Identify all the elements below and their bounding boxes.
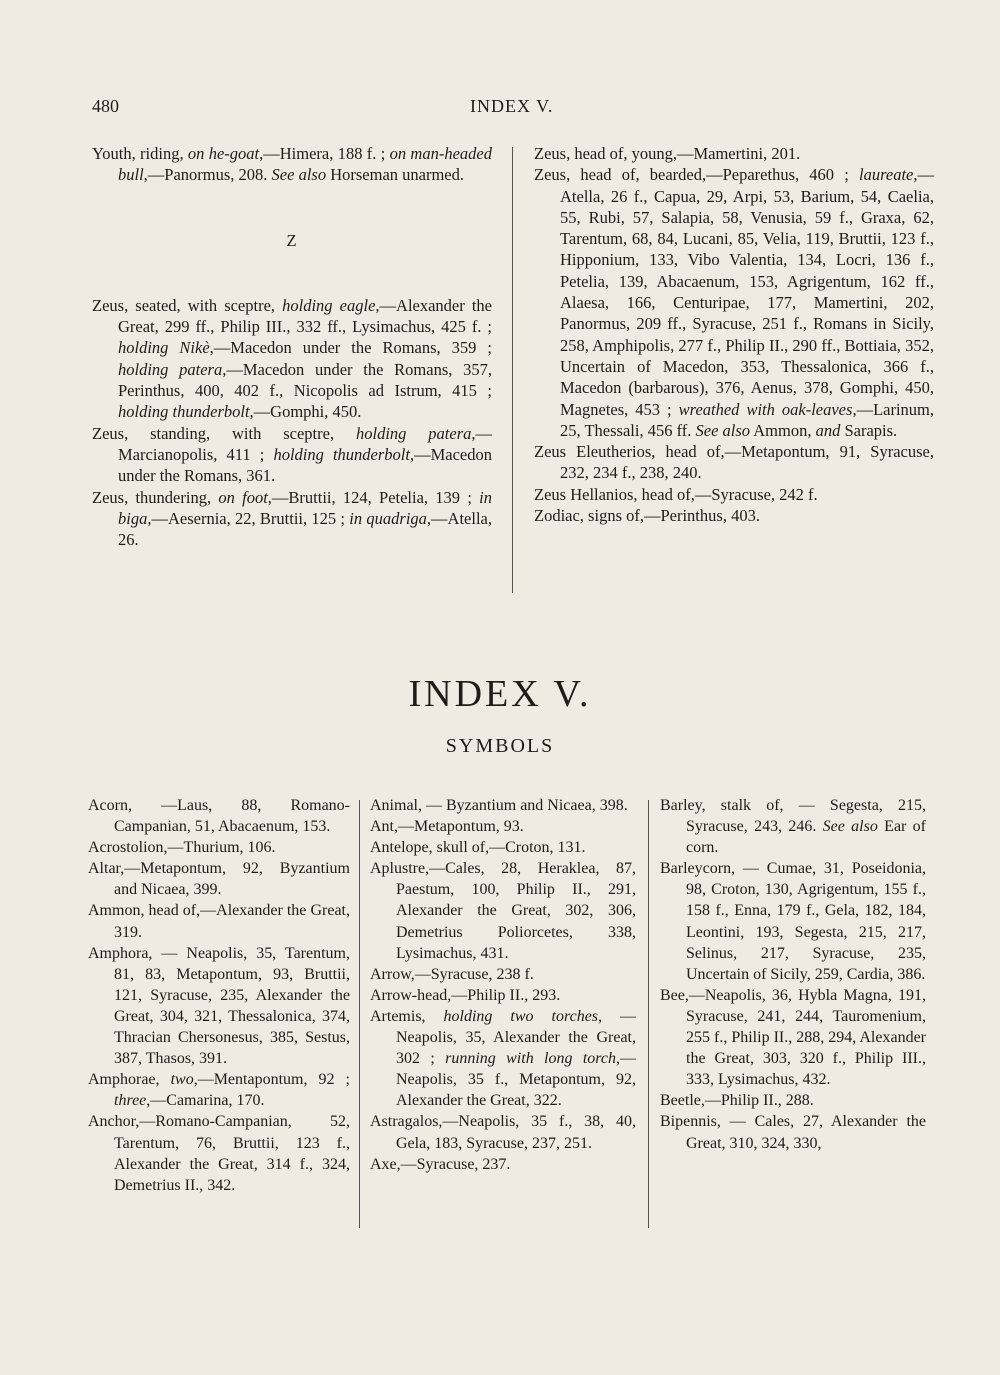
index-entry: Zeus, head of, bearded,—Peparethus, 460 ; laureate,—Atella, 26 f., Capua, 29, Arpi, 53, Barium, 54, Caelia, 55, Rubi, 57, Salapia, 58, Venusia, 59 f., Graxa, 62, Tarentum, 68, 84, Lucani, 85, Velia, 119, Bruttii, 123 f., Hipponium, 133, Vibo Valentia, 134, Locri, 136 f., Petelia, 139, Abacaenum, 153, Agrigentum, 162 ff., Alaesa, 166, Centuripae, 177, Mamertini, 202, Panormus, 209 ff., Syracuse, 251 f., Romans in Sicily, 258, Amphipolis, 277 f., Philip II., 290 ff., Bottiaia, 352, Uncertain of Macedon, 353, Thessalonica, 366 f., Macedon (barbarous), 376, Aenus, 378, Gomphi, 450, Magnetes, 453 ; wreathed with oak-leaves,—Larinum, 25, Thessali, 456 ff. See also Ammon, and Sarapis.	[534, 165, 935, 440]
index-entry: Altar,—Metapontum, 92, Byzantium and Nicaea, 399.	[88, 860, 350, 899]
index-entry: Arrow,—Syracuse, 238 f.	[370, 965, 534, 983]
letter-heading: Z	[286, 230, 298, 250]
index-entry: Barleycorn, — Cumae, 31, Poseidonia, 98, Croton, 130, Agrigentum, 155 f., 158 f., Enna, 179 f., Gela, 182, 184, Leontini, 193, Segesta, 215, 217, Selinus, 217, Syracuse, 235, Uncertain of Sicily, 259, Cardia, 386.	[660, 860, 926, 983]
index-entry: Arrow-head,—Philip II., 293.	[370, 986, 561, 1004]
index-entry: Anchor,—Romano-Campanian, 52, Tarentum, 76, Bruttii, 123 f., Alexander the Great, 314 f., 324, Demetrius II., 342.	[88, 1113, 350, 1194]
index-entry: Beetle,—Philip II., 288.	[660, 1092, 814, 1110]
index-entry: Zeus Eleutherios, head of,—Metapontum, 91, Syracuse, 232, 234 f., 238, 240.	[534, 442, 934, 483]
index-entry: Barley, stalk of, — Segesta, 215, Syracuse, 243, 246. See also Ear of corn.	[660, 797, 926, 857]
index-entry: Zeus, seated, with sceptre, holding eagle,—Alexander the Great, 299 ff., Philip III., 332 ff., Lysimachus, 425 f. ; holding Nikè,—Macedon under the Romans, 359 ; holding patera,—Macedon under the Romans, 357, Perinthus, 400, 402 f., Nicopolis ad Istrum, 415 ; holding thunderbolt,—Gomphi, 450.	[92, 295, 493, 422]
index-entry: Zeus, standing, with sceptre, holding patera,—Marcianopolis, 411 ; holding thunderbolt,—Macedon under the Romans, 361.	[92, 423, 492, 486]
running-header	[0, 96, 1000, 120]
column-divider	[359, 800, 360, 1228]
index-entry: Artemis, holding two torches, — Neapolis, 35, Alexander the Great, 302 ; running with long torch,—Neapolis, 35 f., Metapontum, 92, Alexander the Great, 322.	[370, 1007, 636, 1110]
index-entry: Astragalos,—Neapolis, 35 f., 38, 40, Gela, 183, Syracuse, 237, 251.	[370, 1113, 636, 1152]
index-entry: Zeus, head of, young,—Mamertini, 201.	[534, 144, 801, 163]
index-entry: Animal, — Byzantium and Nicaea, 398.	[370, 797, 628, 814]
index-entry: Antelope, skull of,—Croton, 131.	[370, 839, 586, 857]
index-entry: Amphorae, two,—Mentapontum, 92 ; three,—Camarina, 170.	[88, 1071, 350, 1110]
top-right-column	[534, 143, 934, 526]
index-entry: Zeus Hellanios, head of,—Syracuse, 242 f.	[534, 484, 818, 504]
index-entry: Bee,—Neapolis, 36, Hybla Magna, 191, Syracuse, 241, 244, Tauromenium, 255 f., Philip II., 288, 294, Alexander the Great, 303, 320 f., Philip III., 333, Lysimachus, 432.	[660, 986, 926, 1089]
index-title: INDEX V.	[408, 673, 592, 715]
column-divider	[648, 800, 649, 1228]
index-entry: Amphora, — Neapolis, 35, Tarentum, 81, 83, Metapontum, 93, Bruttii, 121, Syracuse, 235, Alexander the Great, 304, 321, Thessalonica, 374, Thracian Chersonesus, 385, Sestus, 387, Thasos, 391.	[88, 944, 350, 1068]
symbols-column-1	[88, 795, 350, 1196]
index-entry: Bipennis, — Cales, 27, Alexander the Great, 310, 324, 330,	[660, 1113, 926, 1152]
index-entry: Aplustre,—Cales, 28, Heraklea, 87, Paestum, 100, Philip II., 291, Alexander the Great, 302, 306, Demetrius Poliorcetes, 338, Lysimachus, 431.	[370, 860, 636, 962]
section-subtitle: SYMBOLS	[445, 735, 555, 757]
index-entry: Ant,—Metapontum, 93.	[370, 818, 524, 836]
index-entry: Ammon, head of,—Alexander the Great, 319.	[88, 902, 350, 941]
page-number: 480	[92, 96, 119, 116]
running-title: INDEX V.	[470, 96, 554, 116]
index-entry: Zodiac, signs of,—Perinthus, 403.	[534, 506, 760, 526]
index-entry: Acorn, —Laus, 88, Romano-Campanian, 51, Abacaenum, 153.	[88, 797, 350, 836]
index-entry: Acrostolion,—Thurium, 106.	[88, 839, 276, 857]
index-entry: Youth, riding, on he-goat,—Himera, 188 f. ; on man-headed bull,—Panormus, 208. See also Horseman unarmed.	[92, 144, 492, 185]
index-entry: Zeus, thundering, on foot,—Bruttii, 124, Petelia, 139 ; in biga,—Aesernia, 22, Bruttii, 125 ; in quadriga,—Atella, 26.	[92, 487, 493, 550]
symbols-column-3	[660, 795, 926, 1154]
column-divider	[512, 147, 513, 593]
top-left-column	[92, 143, 492, 550]
symbols-column-2	[370, 795, 636, 1175]
index-entry: Axe,—Syracuse, 237.	[370, 1155, 511, 1173]
